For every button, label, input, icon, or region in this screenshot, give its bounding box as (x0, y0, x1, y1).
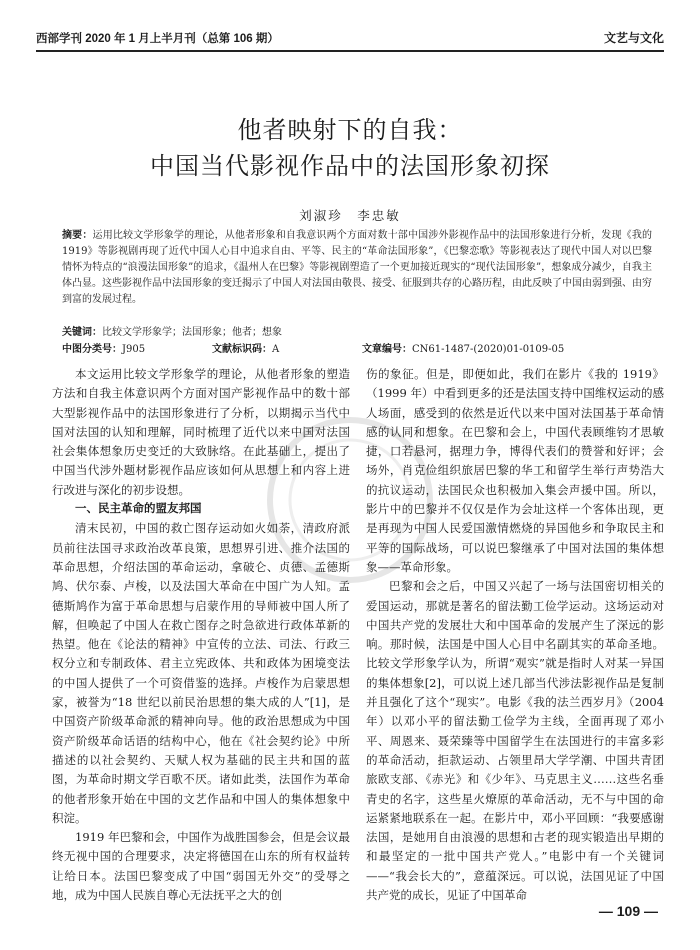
page-header (36, 22, 664, 52)
title-line-2: 中国当代影视作品中的法国形象初探 (150, 152, 550, 180)
keywords-text: 比较文学形象学；法国形象；他者；想象 (102, 327, 282, 338)
keywords-label: 关键词： (62, 327, 102, 338)
section-name: 文艺与文化 (603, 31, 664, 45)
section-heading: 一、民主革命的盟友邦国 (75, 503, 202, 516)
abstract-text: 运用比较文学形象学的理论，从他者形象和自我意识两个方面对数十部中国涉外影视作品中的法国形象进行分析，发现《我的 1919》等影视剧再现了近代中国人心目中追求自由、平等、民主的“革命法国形象”，《巴黎恋歌》等影视表达了现代中国人对以巴黎情怀为特点的“浪漫法国形象”的追求，《温州人在巴黎》等影视剧塑造了一个更加接近现实的“现代法国形象”，想象成分减少，自我主体凸显。这些影视作品中法国形象的变迁揭示了中国人对法国由敬畏、接受、征服到共存的心路历程，由此反映了中国由弱到强、由穷到富的发展过程。 (62, 230, 653, 305)
abstract (62, 228, 652, 308)
authors: 刘淑珍 李忠敏 (299, 208, 401, 223)
left-column (52, 365, 350, 905)
body-paragraph: 1919 年巴黎和会，中国作为战胜国参会，但是会议最终无视中国的合理要求，决定将德国在山东的所有权益转让给日本。法国巴黎变成了中国“弱国无外交”的受辱之地，成为中国人民族自尊心无法抚平之大的创 (52, 830, 350, 903)
classification-line (62, 340, 652, 355)
document-code: 文献标识码：A (212, 344, 280, 355)
clc-number: 中图分类号：J905 (62, 344, 146, 355)
intro-paragraph: 本文运用比较文学形象学的理论，从他者形象的塑造方法和自我主体意识两个方面对国产影视作品中的数十部大型影视作品中的法国形象进行了分析，以期揭示当代中国对法国的认知和理解，同时梳理了近代以来中国对法国社会集体想象历史变迁的大致脉络。在此基础上，提出了中国当代涉外题材影视作品应该如何从思想上和内容上进行改进与深化的初步设想。 (52, 367, 350, 497)
page-number: — 109 — (598, 903, 658, 919)
article-number: 文章编号：CN61-1487-(2020)01-0109-05 (362, 344, 565, 355)
body-paragraph: 巴黎和会之后，中国又兴起了一场与法国密切相关的爱国运动，那就是著名的留法勤工俭学运动。这场运动对中国共产党的发展壮大和中国革命的发展产生了深远的影响。那时候，法国是中国人心目中名副其实的革命圣地。比较文学形象学认为，所谓“观实”就是指时人对某一异国的集体想象[2]，可以说上述几部当代涉法影视作品是复制并且强化了这个“现实”。电影《我的法兰西岁月》（2004 年）以邓小平的留法勤工俭学为主线，全面再现了邓小平、周恩来、聂荣臻等中国留学生在法国进行的丰富多彩的革命活动，拒款运动、占领里昂大学学潮、中国共青团旅欧支部、《赤光》和《少年》、马克思主义……这些名垂青史的名字，这些星火燎原的革命活动，无不与中国的命运紧紧地联系在一起。在影片中，邓小平回顾：“我要感谢法国，是她用自由浪漫的思想和古老的现实锻造出早期的和最坚定的一批中国共产党人。”电影中有一个关键词——“我会长大的”，意蕴深远。可以说，法国见证了中国共产党的成长，见证了中国革命 (366, 579, 664, 903)
article-title (36, 112, 664, 184)
right-column (366, 365, 664, 905)
abstract-label: 摘要： (62, 230, 93, 241)
keywords (62, 323, 282, 338)
body-paragraph: 清末民初，中国的救亡图存运动如火如荼，清政府派员前往法国寻求政治改革良策，思想界引进、推介法国的革命思想，介绍法国的革命运动，拿破仑、贞德、孟德斯鸠、伏尔泰、卢梭，以及法国大革命在中国广为人知。孟德斯鸠作为富于革命思想与启蒙作用的导师被中国人所了解，但唤起了中国人在救亡图存之时急欲进行政体革新的热望。他在《论法的精神》中宣传的立法、司法、行政三权分立和专制政体、君主立宪政体、共和政体为困境变法的中国人提供了一个可资借鉴的选择。卢梭作为启蒙思想家，被誉为“18 世纪以前民治思想的集大成的人”[1]，是中国资产阶级革命派的精神向导。他的政治思想成为中国资产阶级革命话语的结构中心，他在《社会契约论》中所描述的以社会契约、天赋人权为基础的民主共和国的蓝图，为革命时期文学百歌不厌。诸如此类，法国作为革命的他者形象开始在中国的文艺作品和中国人的集体想象中积淀。 (52, 521, 350, 825)
title-line-1: 他者映射下的自我： (237, 116, 463, 144)
journal-info: 西部学刊 2020 年 1 月上半月刊（总第 106 期） (36, 33, 279, 45)
body-columns (52, 365, 664, 905)
body-paragraph: 伤的象征。但是，即便如此，我们在影片《我的 1919》（1999 年）中看到更多的还是法国支持中国维权运动的感人场面，感受到的依然是近代以来中国对法国基于革命情感的认同和想象。在巴黎和会上，中国代表顾维钧才思敏捷，口若悬河，据理力争，博得代表们的赞誉和好评；会场外，肖克俭组织旅居巴黎的华工和留学生举行声势浩大的抗议运动，法国民众也积极加入集会声援中国。所以，影片中的巴黎并不仅仅是作为会址这样一个客体出现，更是再现为中国人民爱国激情燃烧的异国他乡和争取民主和平等的国际战场，可以说巴黎继承了中国对法国的集体想象——革命形象。 (366, 367, 664, 574)
